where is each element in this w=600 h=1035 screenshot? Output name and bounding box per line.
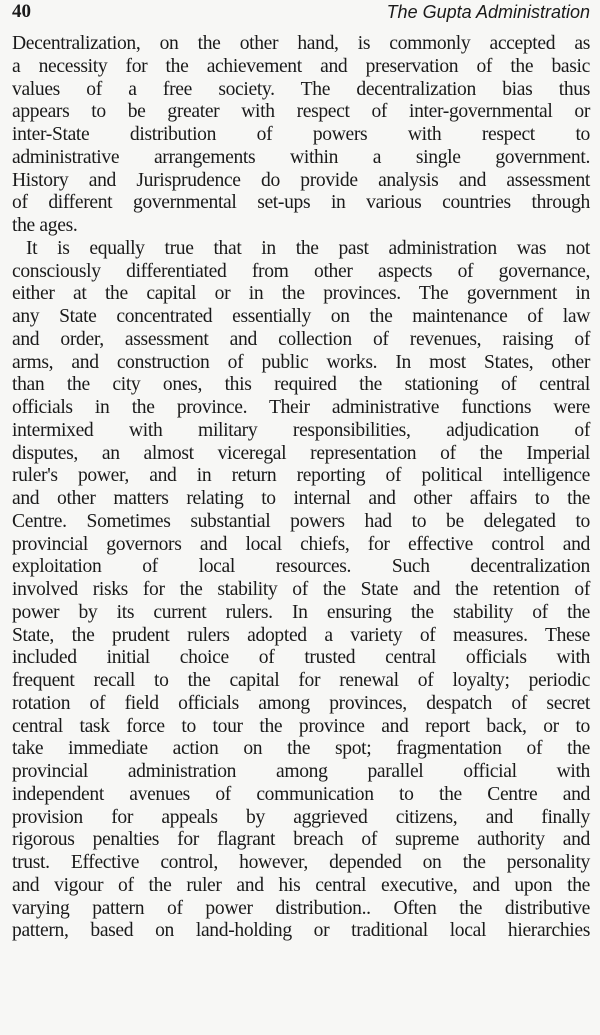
text-line: rigorous penalties for flagrant breach of supreme authority and	[12, 829, 590, 851]
text-line: rotation of field officials among provinces, despatch of secret	[12, 692, 590, 714]
text-line: trust. Effective control, however, depended on the personality	[12, 852, 590, 873]
text-line: Decentralization, on the other hand, is commonly accepted as	[12, 33, 590, 54]
text-line: administrative arrangements within a single government.	[12, 146, 590, 168]
text-line: a necessity for the achievement and preservation of the basic	[12, 55, 590, 77]
text-line: power by its current rulers. In ensuring the stability of the	[12, 601, 590, 623]
text-line: any State concentrated essentially on the maintenance of law	[12, 306, 590, 327]
text-line: involved risks for the stability of the State and the retention of	[12, 579, 590, 600]
text-line: arms, and construction of public works. In most States, other	[12, 351, 590, 373]
text-line: appears to be greater with respect of inter-governmental or	[12, 101, 590, 123]
text-line: independent avenues of communication to the Centre and	[12, 783, 590, 805]
text-line: History and Jurisprudence do provide analysis and assessment	[12, 169, 590, 191]
text-line: frequent recall to the capital for renewal of loyalty; periodic	[12, 670, 590, 691]
running-title: The Gupta Administration	[386, 1, 590, 22]
text-line: officials in the province. Their administrative functions were	[12, 397, 590, 418]
text-line: provincial governors and local chiefs, for effective control and	[12, 533, 590, 555]
text-line: provision for appeals by aggrieved citizens, and finally	[12, 806, 590, 828]
text-line: Centre. Sometimes substantial powers had to be delegated to	[12, 510, 590, 532]
text-line: pattern, based on land-holding or traditional local hierarchies	[12, 920, 590, 942]
text-line: inter-State distribution of powers with respect to	[12, 124, 590, 145]
text-line: intermixed with military responsibilities, adjudication of	[12, 419, 590, 441]
text-line: the ages.	[12, 215, 78, 236]
text-line: provincial administration among parallel official with	[12, 761, 590, 782]
text-line: of different governmental set-ups in various countries through	[12, 192, 590, 214]
text-line: central task force to tour the province and report back, or to	[12, 715, 590, 737]
text-line: exploitation of local resources. Such decentralization	[12, 556, 590, 578]
text-line: disputes, an almost viceregal representation of the Imperial	[12, 442, 590, 464]
text-line: included initial choice of trusted central officials with	[12, 647, 590, 669]
text-line: and order, assessment and collection of revenues, raising of	[12, 328, 590, 350]
text-line: ruler's power, and in return reporting of political intelligence	[12, 465, 590, 487]
page-header	[12, 0, 590, 24]
text-line: consciously differentiated from other aspects of governance,	[12, 260, 590, 282]
text-line: take immediate action on the spot; fragmentation of the	[12, 738, 590, 760]
body-text	[12, 33, 590, 943]
page-number: 40	[12, 1, 31, 22]
text-line: State, the prudent rulers adopted a variety of measures. These	[12, 624, 590, 646]
text-line: than the city ones, this required the stationing of central	[12, 374, 590, 396]
text-line: either at the capital or in the provinces. The government in	[12, 283, 590, 305]
text-line: It is equally true that in the past administration was not	[26, 237, 590, 259]
text-line: and vigour of the ruler and his central executive, and upon the	[12, 874, 590, 896]
text-line: and other matters relating to internal and other affairs to the	[12, 488, 590, 509]
text-line: values of a free society. The decentralization bias thus	[12, 78, 590, 100]
text-line: varying pattern of power distribution.. Often the distributive	[12, 897, 590, 919]
